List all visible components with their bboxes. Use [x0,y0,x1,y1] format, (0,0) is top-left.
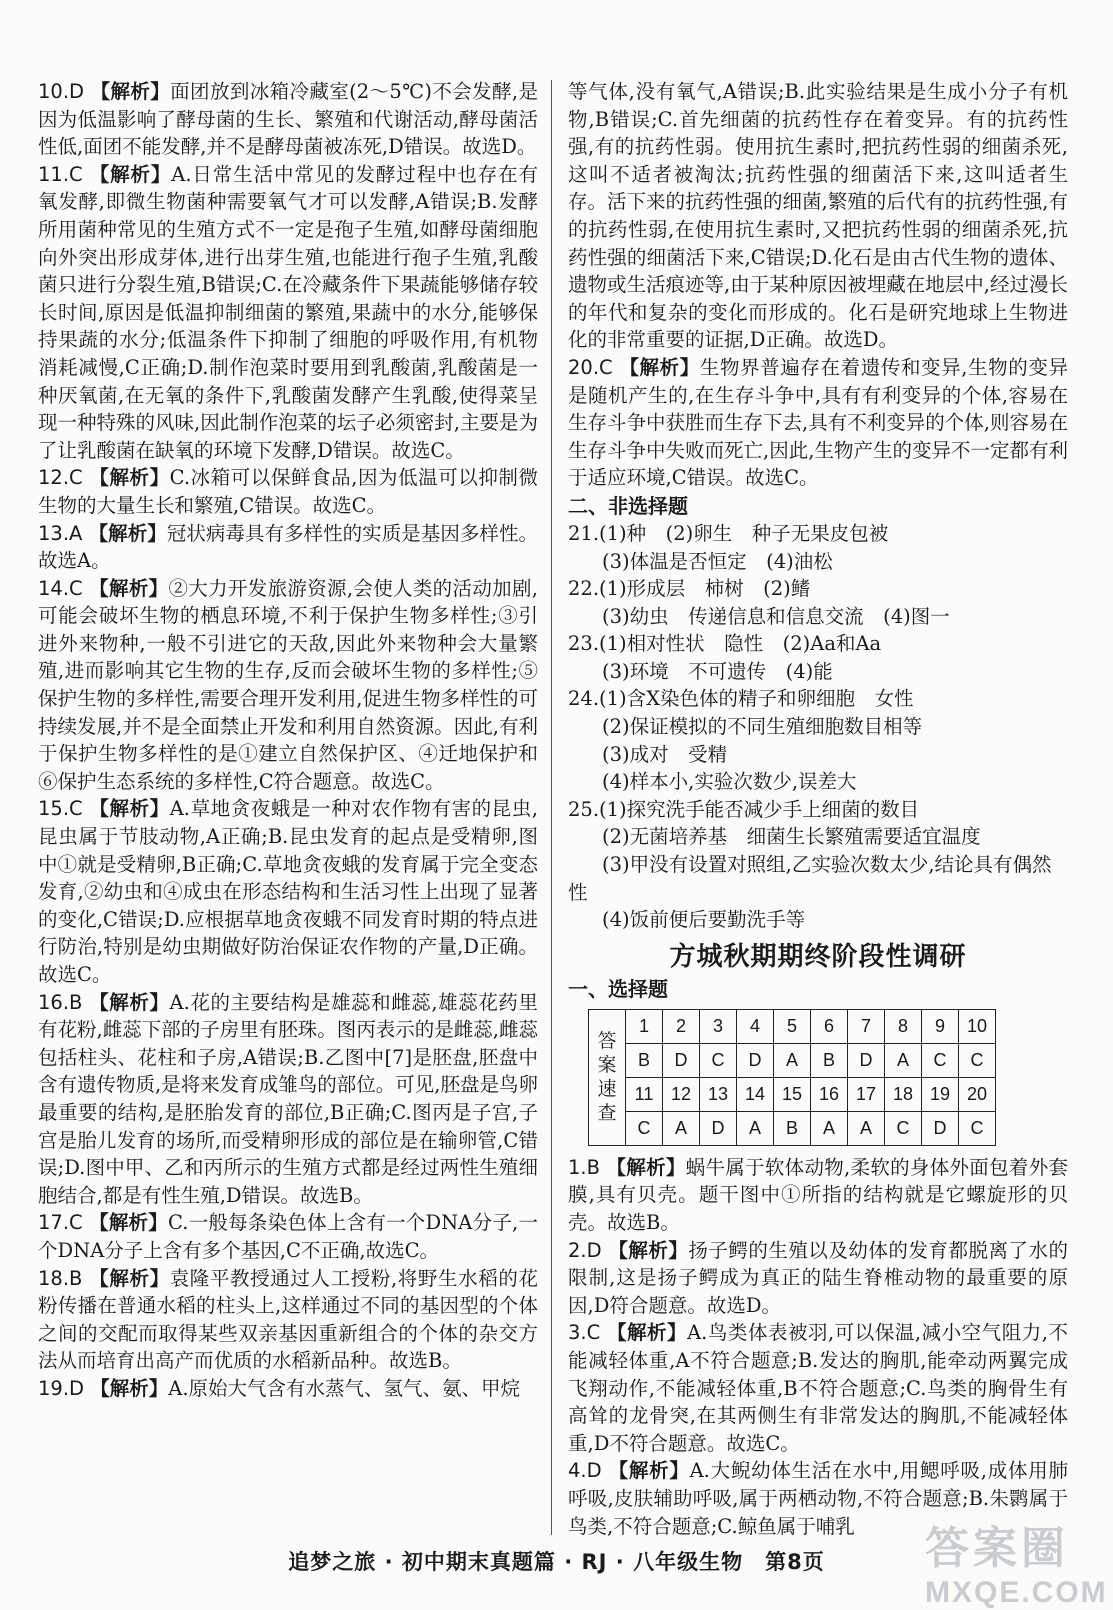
table-cell: 2 [663,1009,700,1043]
explanation-entry [568,1237,1068,1320]
table-cell: 9 [922,1009,959,1043]
question-number: 18.B [38,1266,83,1290]
page-footer: 追梦之旅 · 初中期末真题篇 · RJ · 八年级生物 第8页 [288,1550,825,1574]
analysis-tag: 【解析】 [88,521,167,545]
table-cell: 11 [626,1077,663,1111]
answer-line [568,575,1068,603]
explanation-entry [38,1265,538,1375]
answer-text: 23.(1)相对性状 隐性 (2)Aa和Aa [568,632,882,656]
table-cell: A [774,1043,811,1077]
answer-line [568,658,1068,686]
table-row [589,1077,996,1111]
analysis-tag: 【解析】 [90,80,171,103]
analysis-tag: 【解析】 [619,355,700,379]
question-number: 10.D [38,80,85,103]
table-cell: D [922,1111,959,1145]
explanation-entry [38,575,538,796]
explanation-text: 袁隆平教授通过人工授粉,将野生水稻的花粉传播在普通水稻的柱头上,这样通过不同的基因型的个体之间的交配而取得某些双亲基因重新组合的个体的杂交方法从而培育出高产而优质的水稻新品种。故选B。 [38,1266,538,1373]
question-number: 12.C [38,466,83,490]
explanation-text: 生物界普遍存在着遗传和变异,生物的变异是随机产生的,在生存斗争中,具有有利变异的个体,容易在生存斗争中获胜而生存下去,具有不利变异的个体,则容易在生存斗争中失败而死亡,因此,生物产生的变异不一定都有利于适应环境,C错误。故选C。 [568,355,1068,490]
explanation-entry [38,161,538,465]
table-cell: 16 [811,1077,848,1111]
watermark-line2: MXQE.COM [925,1576,1108,1609]
explanation-entry [568,354,1068,492]
table-cell: C [922,1043,959,1077]
analysis-tag: 【解析】 [89,162,172,186]
table-cell: D [700,1111,737,1145]
question-number: 4.D [568,1459,602,1483]
analysis-tag: 【解析】 [89,1266,170,1290]
explanation-text: 蜗牛属于软体动物,柔软的身体外面包着外套膜,具有贝壳。题干图中①所指的结构就是它螺旋形的贝壳。故选B。 [568,1155,1068,1234]
explanation-text: 等气体,没有氧气,A错误;B.此实验结果是生成小分子有机物,B错误;C.首先细菌的抗药性存在着变异。有的抗药性强,有的抗药性弱。使用抗生素时,把抗药性弱的细菌杀死,这叫不适者被淘汰;抗药性强的细菌活下来,这叫适者生存。活下来的抗药性强的细菌,繁殖的后代有的抗药性强,有的抗药性弱,在使用抗生素时,又把抗药性弱的细菌杀死,抗药性强的细菌活下来,C错误;D.化石是由古代生物的遗体、遗物或生活痕迹等,由于某种原因被埋藏在地层中,经过漫长的年代和复杂的变化而形成的。化石是研究地球上生物进化的非常重要的证据,D正确。故选D。 [568,80,1068,352]
question-number: 1.B [568,1155,600,1179]
table-cell: 19 [922,1077,959,1111]
watermark-logo [925,1512,1108,1609]
explanation-text: A.花的主要结构是雄蕊和雌蕊,雄蕊花药里有花粉,雌蕊下部的子房里有胚珠。图丙表示的是雌蕊,雌蕊包括柱头、花柱和子房,A错误;B.乙图中[7]是胚盘,胚盘中含有遗传物质,是将来发育成雏鸟的部位。可见,胚盘是鸟卵最重要的结构,是胚胎发育的部位,B正确;C.图丙是子宫,子宫是胎儿发育的场所,而受精卵形成的部位是在输卵管,C错误;D.图中甲、乙和丙所示的生殖方式都是经过两性生殖细胞结合,都是有性生殖,D错误。故选B。 [38,990,539,1207]
table-cell: A [663,1111,700,1145]
question-number: 11.C [38,162,83,186]
table-cell: C [959,1043,996,1077]
table-cell: 12 [663,1077,700,1111]
table-cell: D [737,1043,774,1077]
table-cell: A [811,1111,848,1145]
answer-text: (3)成对 受精 [602,742,728,766]
table-cell: 13 [700,1077,737,1111]
question-number: 16.B [38,990,83,1014]
answer-line [568,796,1068,824]
explanation-text: 面团放到冰箱冷藏室(2～5℃)不会发酵,是因为低温影响了酵母菌的生长、繁殖和代谢活动,酵母菌活性低,面团不能发酵,并不是酵母菌被冻死,D错误。故选D。 [38,80,538,159]
section-heading: 一、选择题 [568,976,668,1001]
analysis-tag: 【解析】 [89,990,170,1014]
explanation-text: 冠状病毒具有多样性的实质是基因多样性。故选A。 [38,521,538,573]
question-number: 19.D [38,1376,85,1400]
explanation-entry [38,78,538,161]
analysis-tag: 【解析】 [89,1211,169,1235]
table-cell: 15 [774,1077,811,1111]
explanation-entry [38,989,538,1210]
answer-line [568,741,1068,769]
explanation-text: A.大鲵幼体生活在水中,用鳃呼吸,成体用肺呼吸,皮肤辅助呼吸,属于两栖动物,不符合题意;B.朱鹮属于鸟类,不符合题意;C.鲸鱼属于哺乳 [568,1459,1068,1538]
section-heading: 二、非选择题 [568,493,688,518]
table-cell: C [700,1043,737,1077]
analysis-tag: 【解析】 [606,1155,686,1179]
table-cell: 4 [737,1009,774,1043]
explanation-entry [38,520,538,575]
question-number: 14.C [38,576,83,600]
answer-line [568,823,1068,851]
table-row [589,1009,996,1043]
table-header: 答案速查 [589,1009,626,1145]
explanation-text: A.日常生活中常见的发酵过程中也存在有氧发酵,即微生物菌种需要氧气才可以发酵,A错误;B.发酵所用菌种常见的生殖方式不一定是孢子生殖,如酵母菌细胞向外突出形成芽体,进行出芽生殖,也能进行孢子生殖,乳酸菌只进行分裂生殖,B错误;C.在冷藏条件下果蔬能够储存较长时间,原因是低温抑制细菌的繁殖,果蔬中的水分,能够保持果蔬的水分;低温条件下抑制了细胞的呼吸作用,有机物消耗减慢,C正确;D.制作泡菜时要用到乳酸菌,乳酸菌是一种厌氧菌,在无氧的条件下,乳酸菌发酵产生乳酸,使得菜呈现一种特殊的风味,因此制作泡菜的坛子必须密封,主要是为了让乳酸菌在缺氧的环境下发酵,D错误。故选C。 [38,162,539,462]
explanation-entry [38,464,538,519]
answer-line [568,630,1068,658]
table-cell: 14 [737,1077,774,1111]
answer-line [568,603,1068,631]
answer-text: (3)甲没有设置对照组,乙实验次数太少,结论具有偶然性 [568,853,1052,904]
explanation-entry [568,1154,1068,1237]
explanation-text: ②大力开发旅游资源,会使人类的活动加剧,可能会破坏生物的栖息环境,不利于保护生物多样性;③引进外来物种,一般不引进它的天敌,因此外来物种会大量繁殖,进而影响其它生物的生存,反而会破坏生物的多样性;⑤保护生物的多样性,需要合理开发利用,促进生物多样性的可持续发展,并不是全面禁止开发和利用自然资源。因此,有利于保护生物多样性的是①建立自然保护区、④迁地保护和⑥保护生态系统的多样性,C符合题意。故选C。 [38,576,538,793]
table-cell: 18 [885,1077,922,1111]
table-cell: D [663,1043,700,1077]
explanation-entry [38,1375,538,1403]
answer-text: 21.(1)种 (2)卵生 种子无果皮包被 [568,521,889,545]
question-number: 13.A [38,521,83,545]
table-cell: 6 [811,1009,848,1043]
explanation-text: C.冰箱可以保鲜食品,因为低温可以抑制微生物的大量生长和繁殖,C错误。故选C。 [38,466,538,517]
left-column [38,78,538,1403]
answer-text: 25.(1)探究洗手能否减少手上细菌的数目 [568,797,920,821]
table-cell: B [626,1043,663,1077]
analysis-tag: 【解析】 [89,576,169,600]
answer-text: (3)幼虫 传递信息和信息交流 (4)图一 [602,604,950,628]
answer-text: (3)体温是否恒定 (4)油松 [602,549,833,573]
exam-title: 方城秋期期终阶段性调研 [669,941,967,972]
analysis-tag: 【解析】 [89,466,170,490]
table-cell: B [811,1043,848,1077]
answer-table [588,1009,996,1146]
question-number: 20.C [568,355,613,379]
table-cell: 8 [885,1009,922,1043]
table-cell: 3 [700,1009,737,1043]
explanation-text: 扬子鳄的生殖以及幼体的发育都脱离了水的限制,这是扬子鳄成为真正的陆生脊椎动物的最重要的原因,D符合题意。故选D。 [568,1238,1068,1317]
explanation-text: A.草地贪夜蛾是一种对农作物有害的昆虫,昆虫属于节肢动物,A正确;B.昆虫发育的起点是受精卵,图中①就是受精卵,B正确;C.草地贪夜蛾的发育属于完全变态发育,②幼虫和④成虫在形态结构和生活习性上出现了显著的变化,C错误;D.应根据草地贪夜蛾不同发育时期的特点进行防治,特别是幼虫期做好防治保证农作物的产量,D正确。故选C。 [38,797,538,986]
table-cell: B [774,1111,811,1145]
table-row [589,1043,996,1077]
answer-text: (3)环境 不可遗传 (4)能 [602,659,833,683]
explanation-entry [38,1209,538,1264]
explanation-entry [568,78,1068,354]
table-cell: A [848,1111,885,1145]
table-cell: C [959,1111,996,1145]
explanation-text: A.鸟类体表被羽,可以保温,减小空气阻力,不能减轻体重,A不符合题意;B.发达的胸肌,能牵动两翼完成飞翔动作,不能减轻体重,B不符合题意;C.鸟类的胸骨生有高耸的龙骨突,在其两侧生有非常发达的胸肌,不能减轻体重,D不符合题意。故选C。 [568,1321,1068,1455]
analysis-tag: 【解析】 [90,1376,169,1400]
table-cell: A [737,1111,774,1145]
analysis-tag: 【解析】 [606,1321,688,1345]
analysis-tag: 【解析】 [608,1459,690,1483]
explanation-text: C.一般每条染色体上含有一个DNA分子,一个DNA分子上含有多个基因,C不正确,故选C。 [38,1211,538,1262]
question-number: 2.D [568,1238,602,1262]
table-row [589,1111,996,1145]
answer-line [568,851,1068,906]
answer-line [568,548,1068,576]
right-column [568,78,1068,1540]
table-cell: 1 [626,1009,663,1043]
analysis-tag: 【解析】 [608,1238,689,1262]
explanation-entry [38,795,538,988]
answer-text: (2)无菌培养基 细菌生长繁殖需要适宜温度 [602,825,981,849]
table-cell: 5 [774,1009,811,1043]
table-cell: 7 [848,1009,885,1043]
table-cell: 20 [959,1077,996,1111]
question-number: 15.C [38,797,83,821]
watermark-line1: 答案圈 [925,1524,1069,1573]
column-divider [551,80,552,1535]
answer-text: 22.(1)形成层 柿树 (2)鳍 [568,577,811,601]
answer-line [568,685,1068,713]
answer-text: 24.(1)含X染色体的精子和卵细胞 女性 [568,687,914,711]
answer-text: (2)保证模拟的不同生殖细胞数目相等 [602,715,923,739]
answer-text: (4)饭前便后要勤洗手等 [602,908,806,932]
answer-line [568,906,1068,934]
table-cell: C [885,1111,922,1145]
question-number: 17.C [38,1211,83,1235]
analysis-tag: 【解析】 [89,797,170,821]
answer-line [568,713,1068,741]
answer-line [568,520,1068,548]
table-cell: C [626,1111,663,1145]
table-cell: 10 [959,1009,996,1043]
explanation-text: A.原始大气含有水蒸气、氢气、氨、甲烷 [168,1376,521,1400]
explanation-entry [568,1319,1068,1457]
table-cell: A [885,1043,922,1077]
answer-text: (4)样本小,实验次数少,误差大 [602,770,857,794]
table-cell: 17 [848,1077,885,1111]
table-cell: D [848,1043,885,1077]
answer-line [568,768,1068,796]
question-number: 3.C [568,1321,601,1345]
